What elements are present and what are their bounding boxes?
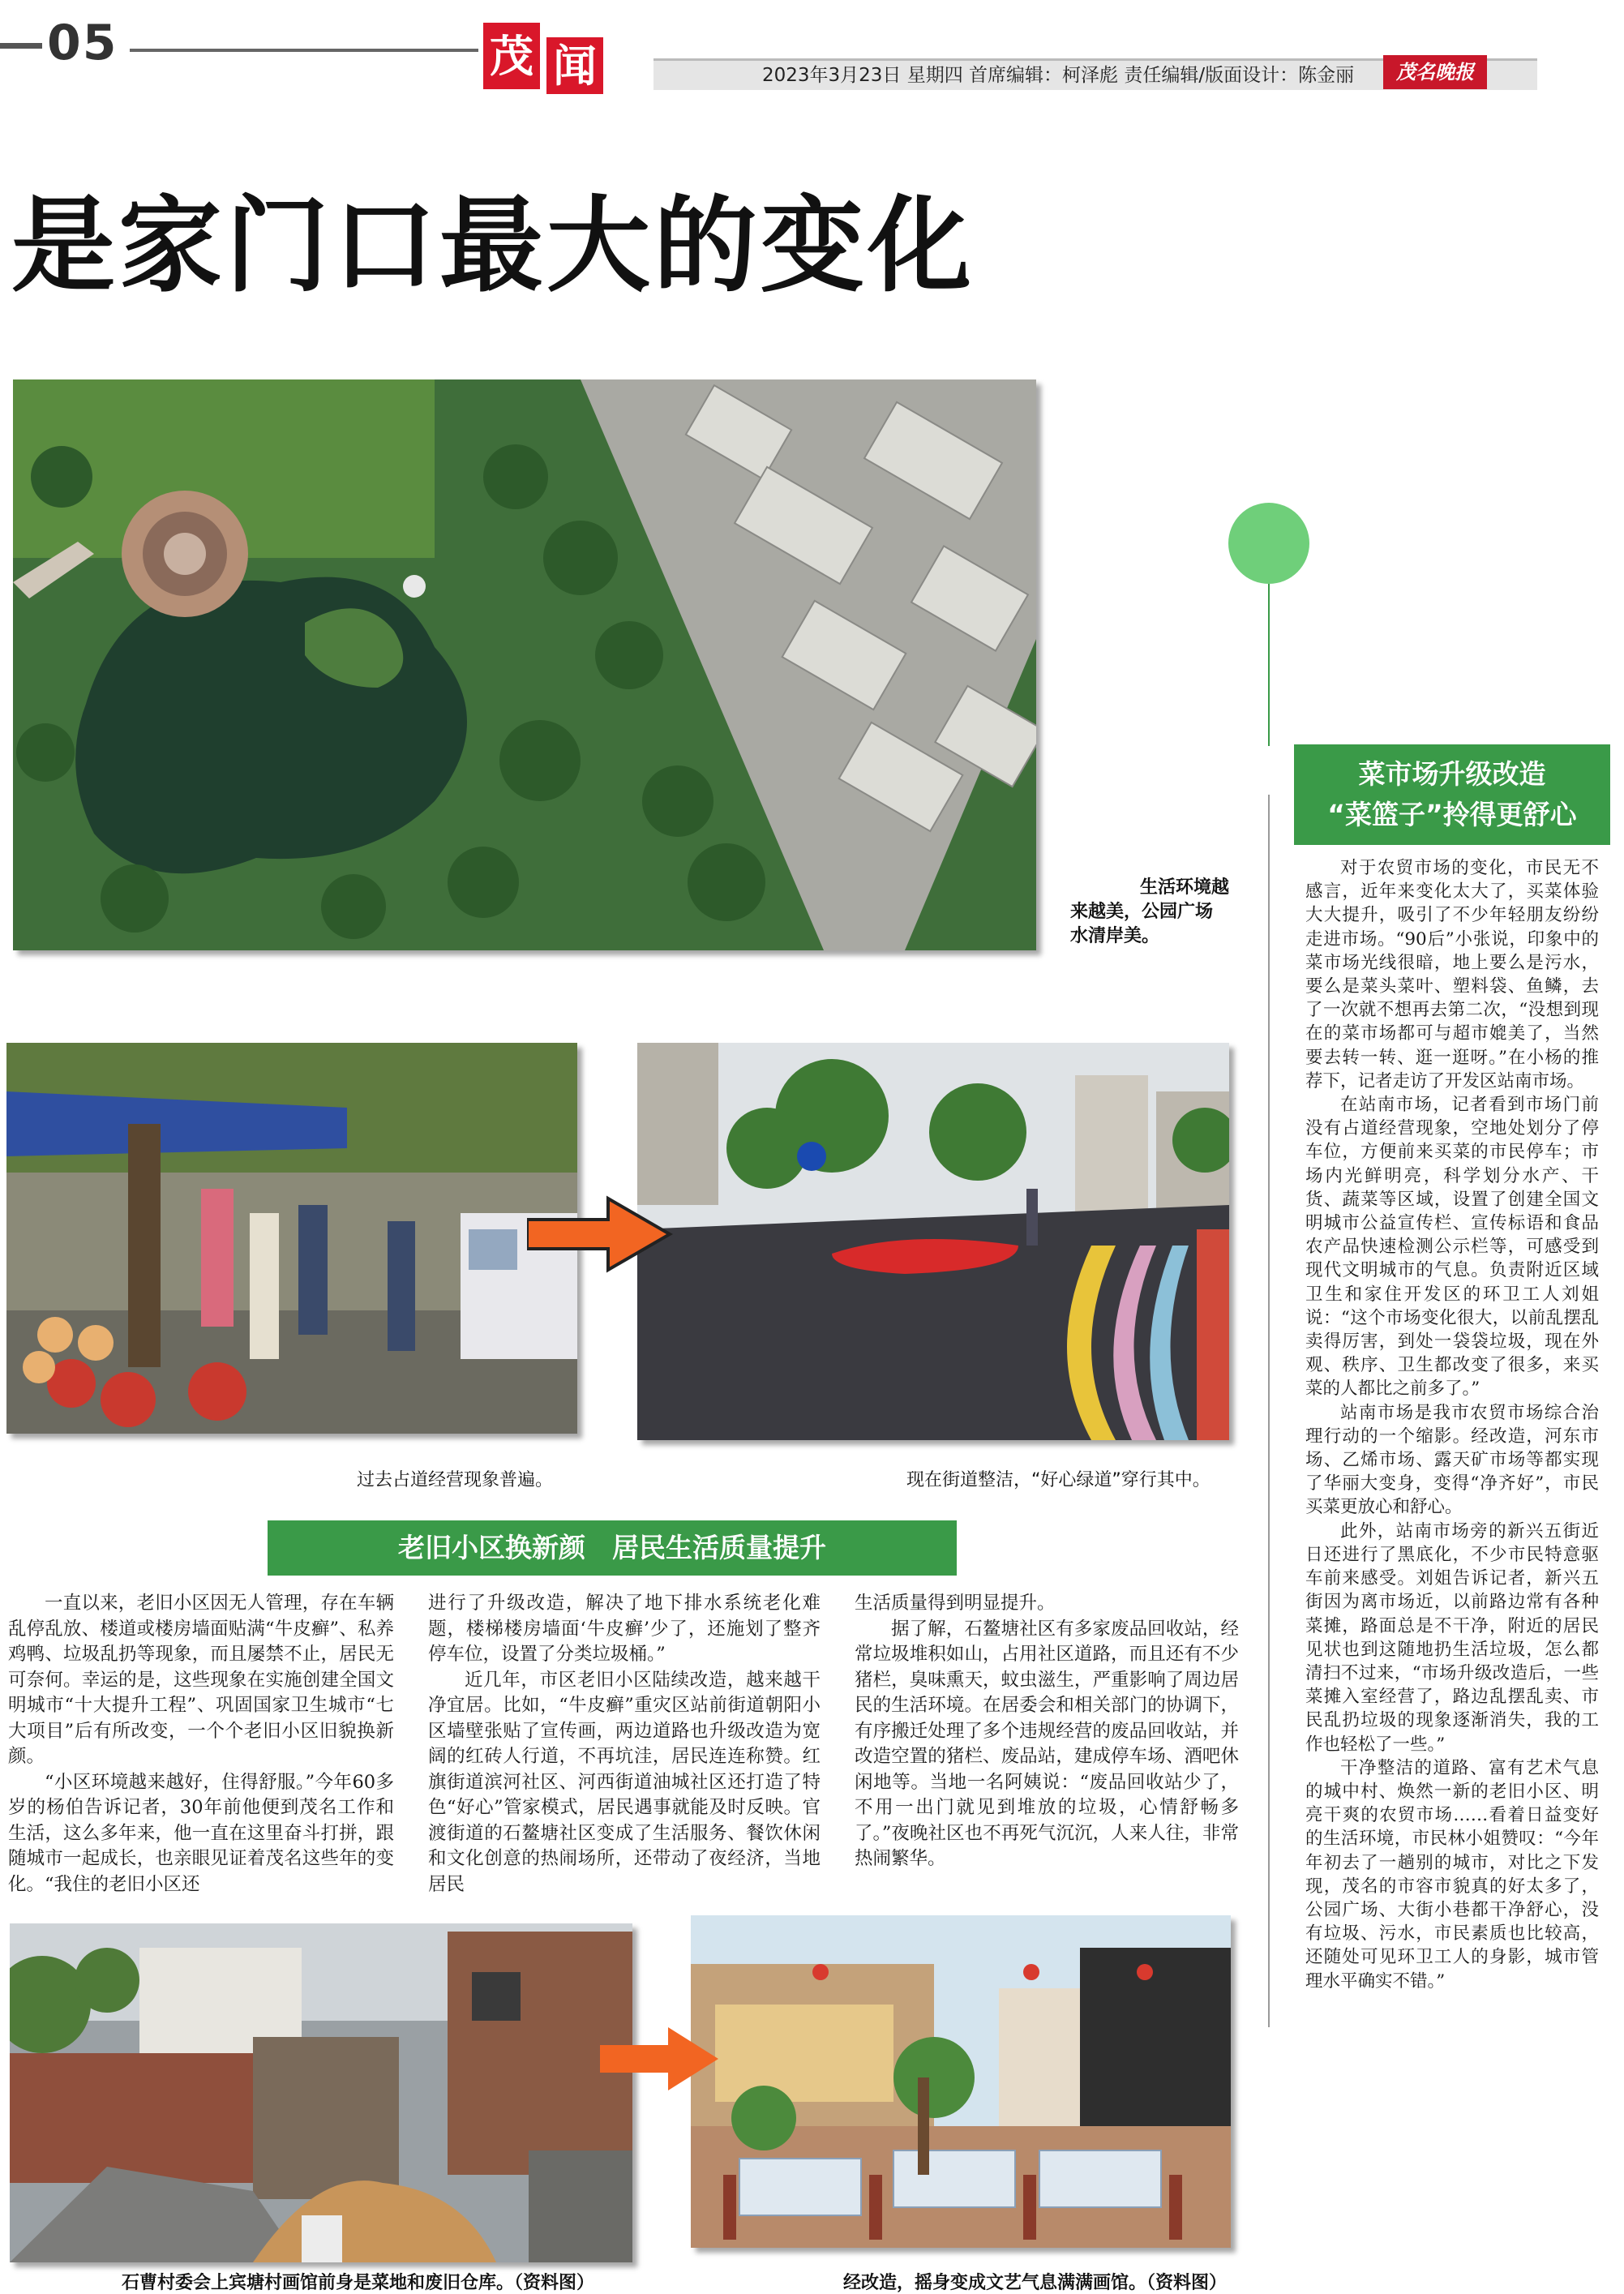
market-article-body [1305, 856, 1599, 1993]
market-paragraph: 此外，站南市场旁的新兴五街近日还进行了黑底化，不少市民特意驱车前来感受。刘姐告诉记者，新兴五街因为离市场近，以前路边常有各种菜摊，路面总是不干净，附近的居民见状也到这随地扔生活垃圾，怎么都清扫不过来，“市场升级改造后，一些菜摊入室经营了，路边乱摆乱卖、市民乱扔垃圾的现象逐渐消失，我的工作也轻松了一些。” [1305, 1520, 1599, 1755]
community-section-title: 老旧小区换新颜 居民生活质量提升 [398, 1532, 826, 1563]
page-number-text: 05 [47, 15, 118, 71]
market-title-line-2: “菜篮子”拎得更舒心 [1327, 799, 1577, 830]
page-number [0, 15, 118, 71]
after-village-image [691, 1915, 1231, 2248]
park-aerial-image [13, 379, 1036, 950]
issue-meta: 2023年3月23日 星期四 首席编辑：柯泽彪 责任编辑/版面设计：陈金丽 [762, 65, 1355, 86]
after-village-caption: 经改造，摇身变成文艺气息满满画馆。（资料图） [843, 2273, 1228, 2293]
community-col-3 [855, 1591, 1239, 1872]
section-char-2: 闻 [546, 37, 603, 94]
after-street-image [637, 1043, 1229, 1440]
before-village-image [10, 1923, 632, 2262]
community-paragraph: 据了解，石鳌塘社区有多家废品回收站，经常垃圾堆积如山，占用社区道路，而且还有不少猪栏，臭味熏天，蚊虫滋生，严重影响了周边居民的生活环境。在居委会和相关部门的协调下，有序搬迁处理了多个违规经营的废品回收站，并改造空置的猪栏、废品站，建成停车场、酒吧休闲地等。当地一名阿姨说：“废品回收站少了，不用一出门就见到堆放的垃圾，心情舒畅多了。”夜晚社区也不再死气沉沉，人来人往，非常热闹繁华。 [855, 1618, 1239, 1869]
header-rule [130, 49, 478, 52]
community-paragraph: 一直以来，老旧小区因无人管理，存在车辆乱停乱放、楼道或楼房墙面贴满“牛皮癣”、私养鸡鸭、垃圾乱扔等现象，而且屡禁不止，居民无可奈何。幸运的是，这些现象在实施创建全国文明城市“十大提升工程”、巩固国家卫生城市“七大项目”后有所改变，一个个老旧小区旧貌换新颜。 [8, 1593, 394, 1767]
before-village-photo [10, 1923, 632, 2262]
park-caption-line-1: 生活环境越 [1139, 877, 1229, 898]
headline: 是家门口最大的变化 [11, 186, 975, 307]
park-caption [1070, 876, 1229, 949]
column-divider [1268, 795, 1270, 2027]
after-street-caption: 现在街道整洁，“好心绿道”穿行其中。 [906, 1470, 1211, 1490]
decor-green-line [1268, 584, 1270, 746]
community-col-2 [428, 1591, 821, 1897]
paper-logo: 茂名晚报 [1383, 55, 1487, 89]
after-street-photo [637, 1043, 1229, 1440]
park-caption-line-2: 来越美，公园广场 [1070, 902, 1214, 922]
community-col-1 [8, 1591, 394, 1897]
market-section-banner [1294, 744, 1610, 845]
before-street-photo [6, 1043, 577, 1434]
page-number-dash [0, 43, 42, 49]
decor-green-circle [1228, 503, 1309, 584]
community-paragraph: 生活质量得到明显提升。 [855, 1593, 1056, 1614]
after-village-photo [691, 1915, 1231, 2248]
section-tag [483, 23, 605, 92]
village-arrow-icon [600, 2024, 722, 2094]
market-paragraph: 干净整洁的道路、富有艺术气息的城中村、焕然一新的老旧小区、明亮干爽的农贸市场……看着日益变好的生活环境，市民林小姐赞叹：“今年年初去了一趟别的城市，对比之下发现，茂名的市容市貌真的好太多了，公园广场、大街小巷都干净舒心，没有垃圾、污水，市民素质也比较高，还随处可见环卫工人的身影，城市管理水平确实不错。” [1305, 1757, 1599, 1992]
community-section-banner [268, 1520, 957, 1576]
community-paragraph: 近几年，市区老旧小区陆续改造，越来越干净宜居。比如，“牛皮癣”重灾区站前街道朝阳小区墙壁张贴了宣传画，两边道路也升级改造为宽阔的红砖人行道，不再坑洼，居民连连称赞。红旗街道滨河社区、河西街道油城社区还打造了特色“好心”管家模式，居民遇事就能及时反映。官渡街道的石鳌塘社区变成了生活服务、餐饮休闲和文化创意的热闹场所，还带动了夜经济，当地居民 [428, 1669, 821, 1895]
park-aerial-photo [13, 379, 1036, 950]
market-paragraph: 在站南市场，记者看到市场门前没有占道经营现象，空地处划分了停车位，方便前来买菜的市民停车；市场内光鲜明亮，科学划分水产、干货、蔬菜等区域，设置了创建全国文明城市公益宣传栏、宣传标语和食品农产品快速检测公示栏等，可感受到现代文明城市的气息。负责附近区域卫生和家住开发区的环卫工人刘姐说：“这个市场变化很大，以前乱摆乱卖得厉害，到处一袋袋垃圾，现在外观、秩序、卫生都改变了很多，来买菜的人都比之前多了。” [1305, 1095, 1599, 1400]
market-paragraph: 对于农贸市场的变化，市民无不感言，近年来变化太大了，买菜体验大大提升，吸引了不少年轻朋友纷纷走进市场。“90后”小张说，印象中的菜市场光线很暗，地上要么是污水，要么是菜头菜叶、塑料袋、鱼鳞，去了一次就不想再去第二次，“没想到现在的菜市场都可与超市媲美了，当然要去转一转、逛一逛呀。”在小杨的推荐下，记者走访了开发区站南市场。 [1305, 858, 1599, 1091]
community-paragraph: “小区环境越来越好，住得舒服。”今年60多岁的杨伯告诉记者，30年前他便到茂名工作和生活，这么多年来，他一直在这里奋斗打拼，跟随城市一起成长，也亲眼见证着茂名这些年的变化。“我住的老旧小区还 [8, 1771, 394, 1895]
community-paragraph: 进行了升级改造，解决了地下排水系统老化难题，楼梯楼房墙面‘牛皮癣’少了，还施划了整齐停车位，设置了分类垃圾桶。” [428, 1593, 821, 1665]
before-after-arrow-icon [527, 1194, 673, 1275]
market-paragraph: 站南市场是我市农贸市场综合治理行动的一个缩影。经改造，河东市场、乙烯市场、露天矿市场等都实现了华丽大变身，变得“净齐好”，市民买菜更放心和舒心。 [1305, 1402, 1599, 1518]
section-char-1: 茂 [483, 23, 540, 89]
park-caption-line-3: 水清岸美。 [1070, 926, 1160, 946]
before-street-caption: 过去占道经营现象普遍。 [357, 1470, 554, 1490]
before-village-caption: 石曹村委会上宾塘村画馆前身是菜地和废旧仓库。（资料图） [122, 2273, 595, 2293]
market-title-line-1: 菜市场升级改造 [1358, 758, 1546, 790]
before-street-image [6, 1043, 577, 1434]
